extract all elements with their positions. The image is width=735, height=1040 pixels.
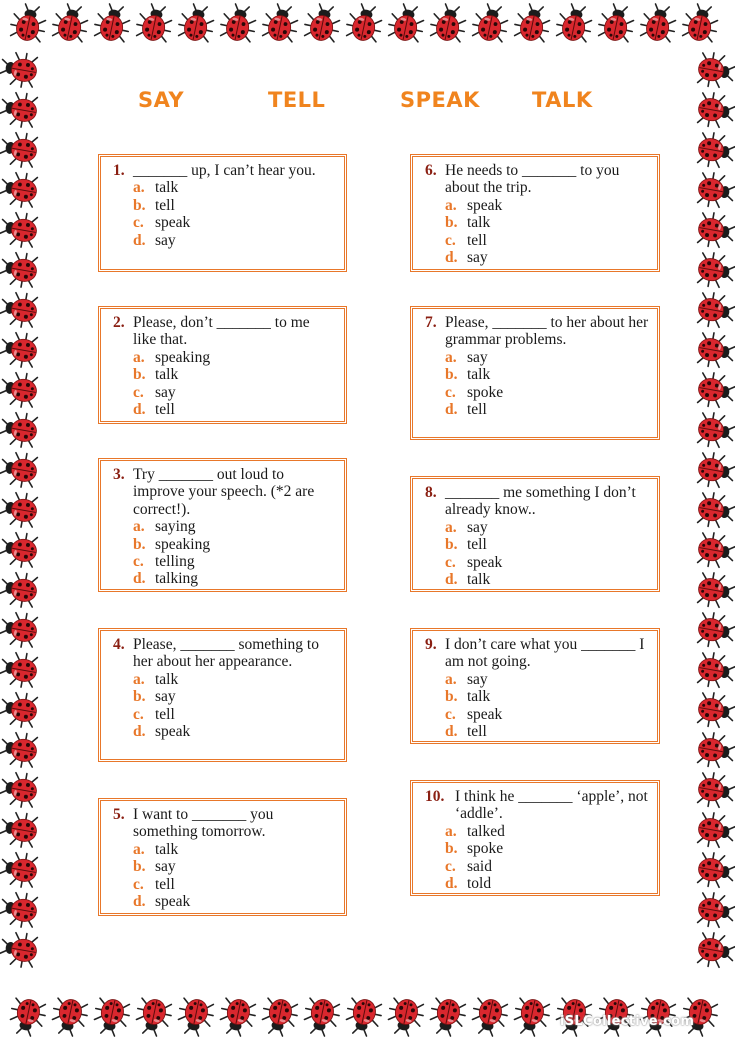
ladybug-icon xyxy=(696,451,735,491)
option-b[interactable]: b. spoke xyxy=(445,840,504,858)
option-c[interactable]: c. said xyxy=(445,857,492,875)
ladybug-icon xyxy=(0,410,39,450)
question-number: 4. xyxy=(113,636,125,653)
ladybug-icon xyxy=(260,2,301,44)
question-box-1 xyxy=(98,154,347,272)
ladybug-icon xyxy=(134,2,175,44)
question-text: Please, _______ something to her about her appearance. xyxy=(133,636,319,671)
option-b[interactable]: b. speaking xyxy=(133,535,211,553)
option-b[interactable]: b. talk xyxy=(445,214,491,232)
question-text: _______ me something I don’t already know.. xyxy=(445,484,636,519)
ladybug-icon xyxy=(696,891,735,931)
option-b[interactable]: b. tell xyxy=(445,536,487,554)
heading-talk: TALK xyxy=(532,88,593,112)
option-b[interactable]: b. talk xyxy=(445,688,491,706)
question-box-6 xyxy=(410,154,660,272)
ladybug-icon xyxy=(50,2,91,44)
question-box-7 xyxy=(410,306,660,440)
ladybug-icon xyxy=(0,170,39,210)
option-b[interactable]: b. say xyxy=(133,858,176,876)
option-d[interactable]: d. speak xyxy=(133,723,191,741)
question-number: 10. xyxy=(425,788,445,805)
question-box-9 xyxy=(410,628,660,744)
ladybug-icon xyxy=(0,210,39,250)
ladybug-icon xyxy=(0,290,39,330)
option-a[interactable]: a. saying xyxy=(133,518,196,536)
ladybug-icon xyxy=(385,996,426,1038)
ladybug-icon xyxy=(175,996,216,1038)
option-b[interactable]: b. talk xyxy=(445,366,491,384)
ladybug-icon xyxy=(0,650,39,690)
ladybug-icon xyxy=(511,996,552,1038)
ladybug-icon xyxy=(696,731,735,771)
option-c[interactable]: c. tell xyxy=(133,705,175,723)
ladybug-icon xyxy=(696,491,735,531)
question-box-3 xyxy=(98,458,347,592)
option-d[interactable]: d. talking xyxy=(133,570,199,588)
ladybug-icon xyxy=(0,490,39,530)
question-number: 3. xyxy=(113,466,125,483)
option-d[interactable]: d. say xyxy=(133,231,176,249)
option-b[interactable]: b. tell xyxy=(133,196,175,214)
ladybug-icon xyxy=(696,371,735,411)
ladybug-icon xyxy=(696,931,735,971)
option-a[interactable]: a. speak xyxy=(445,196,503,214)
ladybug-icon xyxy=(427,996,468,1038)
question-text: _______ up, I can’t hear you. xyxy=(133,162,316,179)
question-number: 5. xyxy=(113,806,125,823)
option-d[interactable]: d. tell xyxy=(445,723,487,741)
question-box-2 xyxy=(98,306,347,424)
ladybug-icon xyxy=(696,91,735,131)
ladybug-icon xyxy=(696,771,735,811)
ladybug-icon xyxy=(0,890,39,930)
watermark: iSLCollective.com xyxy=(560,1014,695,1029)
ladybug-icon xyxy=(0,730,39,770)
question-text: Please, _______ to her about her grammar problems. xyxy=(445,314,649,349)
option-c[interactable]: c. tell xyxy=(445,231,487,249)
ladybug-icon xyxy=(696,571,735,611)
ladybug-icon xyxy=(92,2,133,44)
ladybug-icon xyxy=(0,690,39,730)
ladybug-icon xyxy=(386,2,427,44)
option-c[interactable]: c. telling xyxy=(133,553,195,571)
option-a[interactable]: a. talk xyxy=(133,179,179,197)
ladybug-icon xyxy=(696,51,735,91)
option-c[interactable]: c. speak xyxy=(445,705,503,723)
option-c[interactable]: c. spoke xyxy=(445,383,504,401)
heading-say: SAY xyxy=(138,88,185,112)
ladybug-icon xyxy=(49,996,90,1038)
question-text: Try _______ out loud to improve your speech. (*2 are correct!). xyxy=(133,466,315,518)
ladybug-icon xyxy=(217,996,258,1038)
option-a[interactable]: a. say xyxy=(445,670,488,688)
option-d[interactable]: d. talk xyxy=(445,571,491,589)
ladybug-icon xyxy=(470,2,511,44)
ladybug-icon xyxy=(0,530,39,570)
ladybug-icon xyxy=(259,996,300,1038)
ladybug-icon xyxy=(696,611,735,651)
heading-tell: TELL xyxy=(268,88,326,112)
ladybug-icon xyxy=(0,810,39,850)
question-box-10 xyxy=(410,780,660,896)
ladybug-icon xyxy=(469,996,510,1038)
question-text: I think he _______ ‘apple’, not ‘addle’. xyxy=(455,788,648,823)
ladybug-icon xyxy=(343,996,384,1038)
question-text: He needs to _______ to you about the trip. xyxy=(445,162,620,197)
option-c[interactable]: c. say xyxy=(133,383,176,401)
ladybug-icon xyxy=(0,770,39,810)
ladybug-icon xyxy=(696,531,735,571)
option-d[interactable]: d. tell xyxy=(133,401,175,419)
ladybug-icon xyxy=(596,2,637,44)
ladybug-icon xyxy=(696,251,735,291)
ladybug-icon xyxy=(696,131,735,171)
question-number: 6. xyxy=(425,162,437,179)
question-number: 2. xyxy=(113,314,125,331)
question-number: 7. xyxy=(425,314,437,331)
ladybug-icon xyxy=(696,211,735,251)
ladybug-icon xyxy=(696,171,735,211)
option-a[interactable]: a. talk xyxy=(133,840,179,858)
ladybug-icon xyxy=(696,851,735,891)
ladybug-icon xyxy=(428,2,469,44)
ladybug-icon xyxy=(0,450,39,490)
question-text: I don’t care what you _______ I am not going. xyxy=(445,636,645,671)
ladybug-icon xyxy=(91,996,132,1038)
ladybug-icon xyxy=(344,2,385,44)
ladybug-icon xyxy=(0,90,39,130)
question-text: I want to _______ you something tomorrow. xyxy=(133,806,274,841)
option-a[interactable]: a. talk xyxy=(133,670,179,688)
ladybug-icon xyxy=(302,2,343,44)
question-box-5 xyxy=(98,798,347,916)
option-c[interactable]: c. tell xyxy=(133,875,175,893)
ladybug-icon xyxy=(0,610,39,650)
ladybug-icon xyxy=(0,370,39,410)
ladybug-icon xyxy=(0,250,39,290)
ladybug-icon xyxy=(696,691,735,731)
option-c[interactable]: c. speak xyxy=(445,553,503,571)
ladybug-icon xyxy=(554,2,595,44)
ladybug-icon xyxy=(218,2,259,44)
ladybug-icon xyxy=(512,2,553,44)
question-number: 8. xyxy=(425,484,437,501)
option-a[interactable]: a. talked xyxy=(445,822,505,840)
ladybug-icon xyxy=(680,2,721,44)
ladybug-icon xyxy=(0,130,39,170)
ladybug-icon xyxy=(696,331,735,371)
ladybug-icon xyxy=(8,2,49,44)
option-d[interactable]: d. say xyxy=(445,249,488,267)
ladybug-icon xyxy=(7,996,48,1038)
option-d[interactable]: d. tell xyxy=(445,401,487,419)
heading-speak: SPEAK xyxy=(400,88,480,112)
question-text: Please, don’t _______ to me like that. xyxy=(133,314,310,349)
option-c[interactable]: c. speak xyxy=(133,214,191,232)
option-a[interactable]: a. speaking xyxy=(133,348,211,366)
ladybug-icon xyxy=(696,411,735,451)
ladybug-icon xyxy=(0,570,39,610)
ladybug-icon xyxy=(0,850,39,890)
ladybug-icon xyxy=(0,50,39,90)
ladybug-icon xyxy=(301,996,342,1038)
ladybug-icon xyxy=(176,2,217,44)
question-number: 1. xyxy=(113,162,125,179)
option-a[interactable]: a. say xyxy=(445,348,488,366)
ladybug-icon xyxy=(0,330,39,370)
question-box-4 xyxy=(98,628,347,762)
ladybug-icon xyxy=(696,651,735,691)
ladybug-icon xyxy=(133,996,174,1038)
option-d[interactable]: d. told xyxy=(445,875,492,893)
option-b[interactable]: b. say xyxy=(133,688,176,706)
option-b[interactable]: b. talk xyxy=(133,366,179,384)
question-box-8 xyxy=(410,476,660,592)
ladybug-icon xyxy=(696,291,735,331)
option-a[interactable]: a. say xyxy=(445,518,488,536)
option-d[interactable]: d. speak xyxy=(133,893,191,911)
ladybug-icon xyxy=(0,930,39,970)
ladybug-icon xyxy=(696,811,735,851)
ladybug-icon xyxy=(638,2,679,44)
question-number: 9. xyxy=(425,636,437,653)
